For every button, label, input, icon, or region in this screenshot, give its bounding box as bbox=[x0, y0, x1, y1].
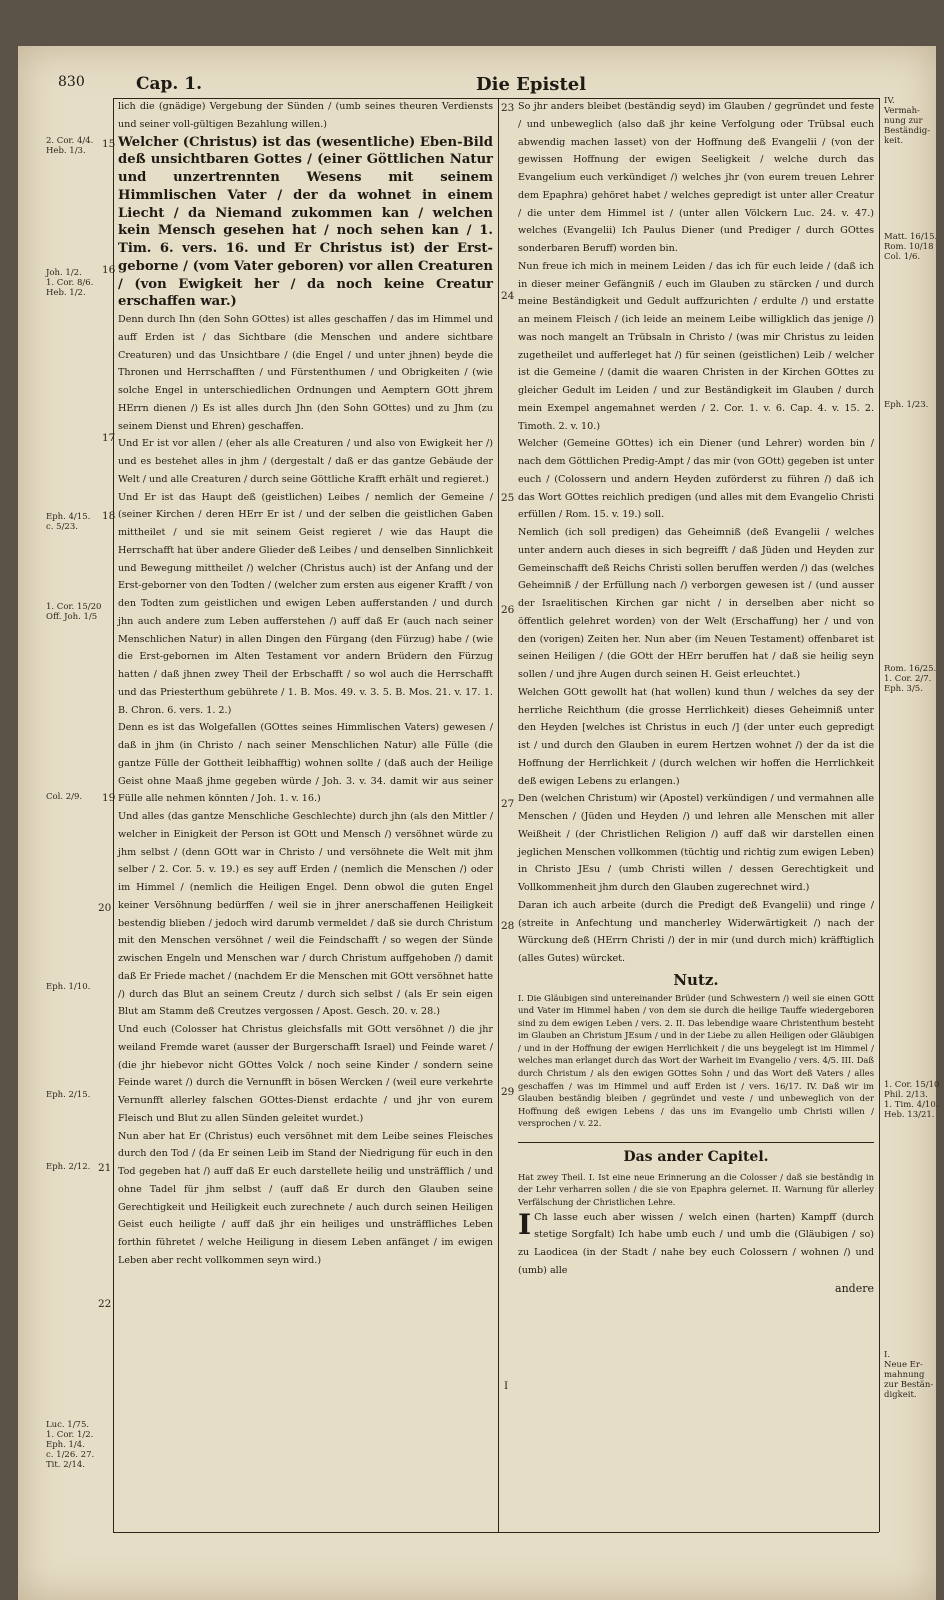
verse-number: 25 bbox=[501, 492, 515, 504]
margin-ref: 1. Cor. 15/10 Phil. 2/13. 1. Tim. 4/10. Heb. 13/21. bbox=[884, 1080, 940, 1120]
verse-number: 23 bbox=[501, 102, 515, 114]
running-title: Die Epistel bbox=[476, 74, 587, 95]
chapter-opening-text: Ch lasse euch aber wissen / welch einen (harten) Kampff (durch stetige Sorgfalt) Ich habe umb euch / und umb die (Gläubigen / so) zu Laodicea (in der Stadt / nahe bey euch Colossern / wohnen /) und (umb) alle bbox=[518, 1211, 874, 1276]
nutz-heading: Nutz. bbox=[673, 970, 719, 989]
verse-number: 26 bbox=[501, 604, 515, 616]
nutz-text: I. Die Gläubigen sind untereinander Brüder (und Schwestern /) weil sie einen GOtt und Vater im Himmel haben / von dem sie durch die heilige Tauffe wiedergeboren sind zu dem ewigen Leben / vers. 2. II. Das lebendige waare Christenthum besteht im Glauben an Christum JEsum / und in der Liebe zu allen Heiligen oder Gläubigen / und in der Hoffnung der ewigen Herrlichkeit / die uns beygelegt ist im Himmel / welches man erlanget durch das Wort der Warheit im Evangelio / vers. 4/5. III. Daß durch Christum / als den ewigen GOttes Sohn / und das Wort deß Vaters / alles geschaffen / was im Himmel und auff Erden ist / vers. 16/17. IV. Daß wir im Glauben beständig bleiben / gegründet und veste / und unbeweglich von der Hoffnung deß ewigen Lebens / das uns im Evangelio umb Christi willen / versprochen / v. 22. bbox=[518, 992, 874, 1129]
verse-number: I bbox=[504, 1380, 509, 1392]
verse-text: Welcher (Christus) ist das (wesentliche) Eben-Bild deß unsichtbaren Gottes / (einer Göttlichen Natur und unzertrennten Wesens mit seinem Himmlischen Vater / der da wohnet in einem Liecht / da Niemand zukommen kan / welchen kein Mensch gesehen hat / noch sehen kan / 1. Tim. 6. vers. 16. und Er Christus ist) der Erst-geborne / (vom Vater geboren) vor allen Creaturen / (von Ewigkeit her / da noch keine Creatur erschaffen war.) bbox=[118, 134, 493, 310]
verse-text: lich die (gnädige) Vergebung der Sünden / (umb seines theuren Verdiensts und seiner voll-gültigen Bezahlung willen.) bbox=[118, 101, 493, 130]
verse-text: Nemlich (ich soll predigen) das Geheimniß (deß Evangelii / welches unter andern auch dieses in sich begreifft / daß Jüden und Heyden zur Gemeinschafft deß Reichs Christi sollen beruffen werden /) das (welches Geheimniß / der Erfüllung nach /) verborgen gewesen ist / (und ausser der Israelitischen Kirchen gar nicht / in derselben aber nicht so öffentlich gelehret worden) von der Welt (Erschaffung) her / und von den (vorigen) Zeiten her. Nun aber (im Neuen Testament) offenbaret ist seinen Heiligen / (die GOtt der HErr beruffen hat / daß sie heilig seyn sollen / und jhre Augen durch seinen H. Geist erleuchtet.) bbox=[518, 527, 874, 680]
page-header bbox=[18, 74, 936, 100]
margin-ref: IV. Vermah- nung zur Beständig- keit. bbox=[884, 96, 931, 146]
verse-text: Denn es ist das Wolgefallen (GOttes seines Himmlischen Vaters) gewesen / daß in jhm (in Christo / nach seiner Menschlichen Natur) alle Fülle (die gantze Fülle der Gottheit leibhafftig) wohnen sollte / (daß auch der Heilige Geist ohne Maaß jhme gegeben würde / Joh. 3. v. 34. damit wir aus seiner Fülle alle nehmen könnten / Joh. 1. v. 16.) bbox=[118, 722, 493, 805]
verse-text: Welchen GOtt gewollt hat (hat wollen) kund thun / welches da sey der herrliche Reichthum (die grosse Herrlichkeit) dieses Geheimniß unter den Heyden [welches ist Christus in euch /] (der unter euch gepredigt ist / und durch den Glauben in eurem Hertzen wohnet /) der da ist die Hoffnung der Herrlichkeit / (durch welchen wir hoffen die Herrlichkeit deß ewigen Lebens zu erlangen.) bbox=[518, 686, 874, 787]
verse-number: 19 bbox=[102, 792, 116, 804]
right-text-column bbox=[518, 98, 874, 1297]
verse-number: 17 bbox=[102, 432, 116, 444]
page-number: 830 bbox=[58, 74, 85, 90]
verse-number: 27 bbox=[501, 798, 515, 810]
left-margin-rule bbox=[113, 98, 114, 1532]
left-text-column bbox=[118, 98, 493, 1270]
verse-number: 18 bbox=[102, 510, 116, 522]
verse-text: Nun freue ich mich in meinem Leiden / das ich für euch leide / (daß ich in dieser meiner Gefängniß / euch im Glauben zu stärcken / und durch meine Beständigkeit und Gedult auffzurichten / erdulte /) und erstatte an meinem Fleisch / (ich leide an meinem Leibe willigklich das jenige /) was noch mangelt an Trübsaln in Christo / (was mir Christus zu leiden zugetheilet und aufferleget hat /) für seinen (geistlichen) Leib / welcher ist die Gemeine / (damit die waaren Christen in der Kirchen GOttes zu gleicher Gedult im Leiden / und zur Beständigkeit im Glauben / durch mein Exempel angemahnet werden / 2. Cor. 1. v. 6. Cap. 4. v. 15. 2. Timoth. 2. v. 10.) bbox=[518, 260, 874, 432]
margin-ref: Eph. 1/10. bbox=[46, 982, 91, 992]
verse-text: Den (welchen Christum) wir (Apostel) verkündigen / und vermahnen alle Menschen / (Jüden und Heyden /) und lehren alle Menschen mit aller Weißheit / (der Christlichen Religion /) auff daß wir darstellen einen jeglichen Menschen vollkommen (tüchtig und richtig zum ewigen Leben) in Christo JEsu / (umb Christi willen / dessen Gerechtigkeit und Vollkommenheit jhm durch den Glauben zugerechnet wird.) bbox=[518, 793, 874, 893]
margin-ref: 1. Cor. 15/20 Off. Joh. 1/5 bbox=[46, 602, 102, 622]
drop-cap: I bbox=[518, 1207, 532, 1241]
catchword: andere bbox=[835, 1281, 874, 1295]
verse-number: 28 bbox=[501, 920, 515, 932]
center-rule bbox=[498, 98, 499, 1532]
verse-number: 22 bbox=[98, 1298, 112, 1310]
margin-ref: Rom. 16/25. 1. Cor. 2/7. Eph. 3/5. bbox=[884, 664, 937, 694]
margin-ref: Eph. 2/15. bbox=[46, 1090, 91, 1100]
verse-text: Denn durch Ihn (den Sohn GOttes) ist alles geschaffen / das im Himmel und auff Erden ist / das Sichtbare (die Menschen und andere sichtbare Creaturen) und das Unsichtbare / (die Engel / und unter jhnen) beyde die Thronen und Herrschafften / und Fürstenthumen / und Obrigkeiten / (wie solche Engel in unterschiedlichen Ordnungen und Aemptern GOtt jhrem HErrn dienen /) Es ist alles durch Jhn (den Sohn GOttes) und zu Jhm (zu seinem Dienst und Ehren) geschaffen. bbox=[118, 314, 493, 432]
verse-number: 15 bbox=[102, 138, 116, 150]
verse-text: Daran ich auch arbeite (durch die Predigt deß Evangelii) und ringe / (streite in Anfechtung und mancherley Widerwärtigkeit /) nach der Würckung deß (HErrn Christi /) der in mir (und durch mich) kräfftiglich (alles Gutes) würcket. bbox=[518, 899, 874, 964]
chapter-title: Das ander Capitel. bbox=[518, 1142, 874, 1167]
verse-text: So jhr anders bleibet (beständig seyd) im Glauben / gegründet und feste / und unbeweglich (also daß jhr keine Verfolgung oder Trübsal euch abwendig machen lasset) von der Hoffnung deß Evangelii / (von der gewissen Hoffnung der ewigen Seeligkeit / welche durch das Evangelium euch verkündiget /) welches jhr (von eurem treuen Lehrer dem Epaphra) gehöret habet / welches gepredigt ist unter aller Creatur / die unter dem Himmel ist / (unter allen Völckern Luc. 24. v. 47.) welches (Evangelii) Ich Paulus Diener (und Prediger / durch GOttes sonderbaren Beruff) worden bin. bbox=[518, 101, 874, 254]
verse-text: Und alles (das gantze Menschliche Geschlechte) durch jhn (als den Mittler / welcher in Einigkeit der Person ist GOtt und Mensch /) versöhnet würde zu jhm selbst / (denn GOtt war in Christo / und versöhnete die Welt mit jhm selber / 2. Cor. 5. v. 19.) es sey auff Erden / (nemlich die Menschen /) oder im Himmel / (nemlich die Heiligen Engel. Denn obwol die guten Engel keiner Versöhnung bedürffen / weil sie in jhrer anerschaffenen Heiligkeit bestendig blieben / jedoch wird darumb vermeldet / daß sie durch Christum mit den Menschen versöhnet / weil die Feindschafft / so wegen der Sünde zwischen Engeln und Menschen war / durch Christum auffgehoben /) damit daß Er Friede machet / (nachdem Er die Menschen mit GOtt versöhnet hatte /) durch das Blut an seinem Creutz / durch sich selbst / (als Er sein eigen Blut am Stamm deß Creutzes vergossen / Apost. Gesch. 20. v. 28.) bbox=[118, 811, 493, 1018]
margin-ref: Matt. 16/15. Rom. 10/18 Col. 1/6. bbox=[884, 232, 938, 262]
margin-ref: Eph. 1/23. bbox=[884, 400, 929, 410]
verse-number: 20 bbox=[98, 902, 112, 914]
margin-ref: Eph. 4/15. c. 5/23. bbox=[46, 512, 91, 532]
verse-number: 29 bbox=[501, 1086, 515, 1098]
margin-ref: Luc. 1/75. 1. Cor. 1/2. Eph. 1/4. c. 1/26. 27. Tit. 2/14. bbox=[46, 1420, 95, 1470]
bottom-rule bbox=[113, 1532, 879, 1533]
verse-number: 24 bbox=[501, 290, 515, 302]
verse-number: 21 bbox=[98, 1162, 112, 1174]
verse-text: Welcher (Gemeine GOttes) ich ein Diener (und Lehrer) worden bin / nach dem Göttlichen Predig-Ampt / das mir (von GOtt) gegeben ist unter euch / (Colossern und andern Heyden zuförderst zu führen /) daß ich das Wort GOttes reichlich predigen (und alles mit dem Evangelio Christi erfüllen / Rom. 15. v. 19.) soll. bbox=[518, 438, 874, 521]
margin-ref: Eph. 2/12. bbox=[46, 1162, 91, 1172]
margin-ref: Col. 2/9. bbox=[46, 792, 83, 802]
verse-text: Und Er ist vor allen / (eher als alle Creaturen / und also von Ewigkeit her /) und es bestehet alles in jhm / (dergestalt / daß er das gantze Gebäude der Welt / und alle Creaturen / durch seine Göttliche Krafft erhält und regieret.) bbox=[118, 438, 493, 485]
verse-text: Und Er ist das Haupt deß (geistlichen) Leibes / nemlich der Gemeine / (seiner Kirchen / deren HErr Er ist / und der selben die geistlichen Gaben mittheilet / und sie mit seinem Geist regieret / wie das Haupt die Herrschafft hat über andere Glieder deß Leibes / und denselben Sinnlichkeit und Bewegung mittheilet /) welcher (Christus auch) ist der Anfang und der Erst-geborner von den Todten / (welcher zum ersten aus eigener Krafft / von den Todten zum geistlichen und ewigen Leben aufferstanden / und durch jhn auch andere zum Leben aufferstehen /) auff daß Er (auch nach seiner Menschlichen Natur) in allen Dingen den Fürgang (den Fürzug) habe / (wie die Erst-gebornen im Alten Testament vor andern Brüdern den Fürzug hatten / daß jhnen zwey Theil der Erbschafft / so wol auch die Herrschafft und das Priesterthum gebührete / 1. B. Mos. 49. v. 3. 5. B. Mos. 21. v. 17. 1. B. Chron. 6. vers. 1. 2.) bbox=[118, 491, 493, 716]
book-page bbox=[18, 46, 940, 1600]
right-margin-rule bbox=[879, 98, 880, 1532]
chapter-opening bbox=[518, 1209, 874, 1280]
verse-text: Und euch (Colosser hat Christus gleichsfalls mit GOtt versöhnet /) die jhr weiland Fremde waret (ausser der Burgerschafft Israel) und Feinde waret / (die jhr hiebevor nicht GOttes Volck / noch seine Kinder / sondern seine Feinde waret /) durch die Vernunfft in bösen Wercken / (weil eure verkehrte Vernunfft allerley falschen GOttes-Dienst erdachte / und jhr von eurem Fleisch und Blut zu allen Sünden geleitet wurdet.) bbox=[118, 1024, 493, 1124]
chapter-label: Cap. 1. bbox=[136, 74, 203, 94]
verse-text: Nun aber hat Er (Christus) euch versöhnet mit dem Leibe seines Fleisches durch den Tod / (da Er seinen Leib im Stand der Niedrigung für euch in den Tod gegeben hat /) auff daß Er euch darstellete heilig und unsträfflich / und ohne Tadel für jhm selbst / (auff daß Er durch den Glauben seine Gerechtigkeit und Heiligkeit euch zurechnete / auch durch seinen Heiligen Geist euch heiligte / auff daß jhr ein heiliges und unsträffliches Leben forthin führetet / welche Heiligung in diesem Leben anfänget / im ewigen Leben aber recht vollkommen seyn wird.) bbox=[118, 1130, 493, 1266]
margin-ref: I. Neue Er- mahnung zur Bestän- digkeit. bbox=[884, 1350, 934, 1400]
margin-ref: 2. Cor. 4/4. Heb. 1/3. bbox=[46, 136, 94, 156]
verse-number: 16 bbox=[102, 264, 116, 276]
chapter-summary: Hat zwey Theil. I. Ist eine neue Erinnerung an die Colosser / daß sie beständig in der Lehr verharren sollen / die sie von Epaphra gelernet. II. Warnung für allerley Verfälschung der Christlichen Lehre. bbox=[518, 1171, 874, 1207]
margin-ref: Joh. 1/2. 1. Cor. 8/6. Heb. 1/2. bbox=[46, 268, 94, 298]
